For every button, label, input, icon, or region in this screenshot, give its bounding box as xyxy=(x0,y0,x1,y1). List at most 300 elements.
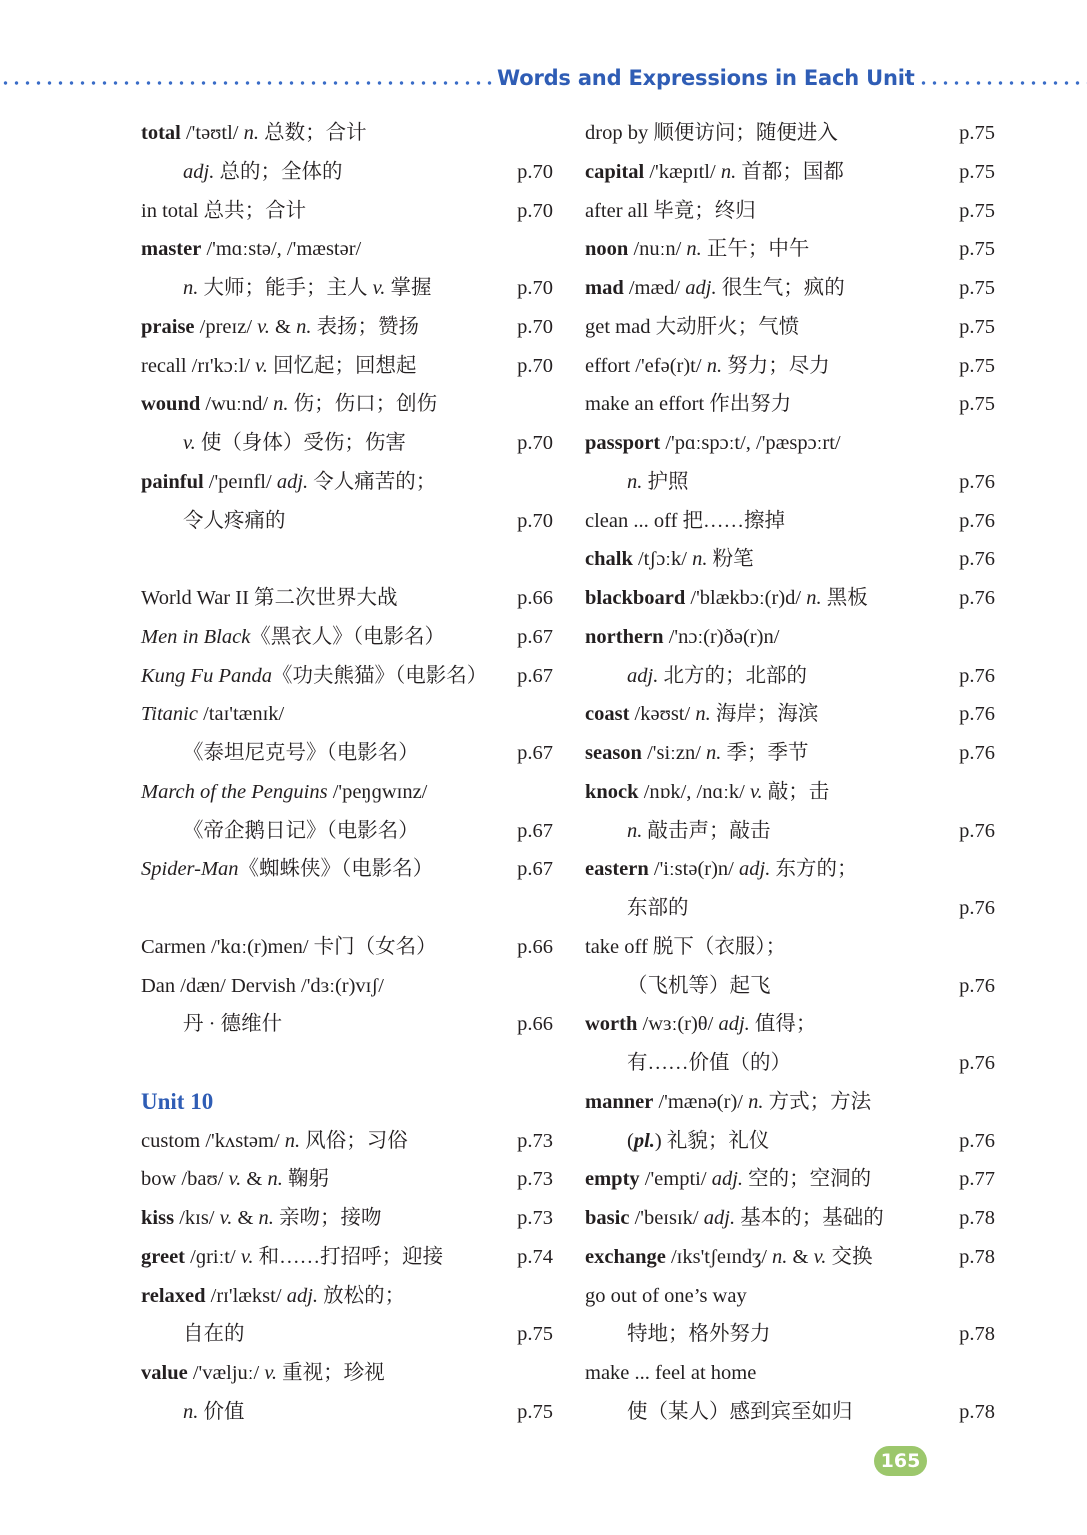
entry-fragment: 《功夫熊猫》（电影名） xyxy=(271,664,488,687)
headword: passport xyxy=(585,432,661,454)
entry-fragment: 黑板 xyxy=(821,587,868,609)
entry-text xyxy=(141,657,487,696)
entry-fragment: 风俗；习俗 xyxy=(300,1129,408,1152)
vocab-entry xyxy=(585,618,995,696)
entry-text xyxy=(585,192,756,231)
entry-fragment: & xyxy=(269,315,297,338)
entry-text xyxy=(141,1199,382,1238)
part-of-speech: Men in Black xyxy=(141,625,251,648)
entry-line xyxy=(141,850,553,889)
entry-fragment: World War II 第二次世界大战 xyxy=(141,587,398,609)
vocab-entry xyxy=(141,308,553,347)
part-of-speech: n. xyxy=(183,277,199,299)
entry-fragment: /nuːn/ xyxy=(628,238,687,261)
entry-fragment: /'pɑːspɔːt/, /'pæspɔːrt/ xyxy=(660,432,841,454)
part-of-speech: adj. xyxy=(685,277,717,299)
entry-fragment: 空的；空洞的 xyxy=(743,1168,872,1191)
right-column xyxy=(585,114,995,1432)
entry-continuation-line xyxy=(585,1315,995,1354)
entry-text xyxy=(585,928,786,967)
entry-line xyxy=(585,230,995,269)
entry-continuation-line xyxy=(585,967,995,1006)
vocab-entry xyxy=(585,308,995,347)
page-reference: p.75 xyxy=(959,277,995,299)
entry-fragment: /taɪ'tænɪk/ xyxy=(197,703,285,726)
page-reference: p.75 xyxy=(959,122,995,144)
part-of-speech: n. xyxy=(695,703,711,726)
entry-text xyxy=(141,618,445,657)
entry-text xyxy=(141,1160,329,1199)
vocab-entry xyxy=(141,192,553,231)
entry-text xyxy=(141,734,419,773)
entry-fragment: & xyxy=(787,1245,814,1268)
entry-text xyxy=(585,695,818,734)
entry-fragment: /'siːzn/ xyxy=(641,742,707,764)
page-reference: p.76 xyxy=(959,974,995,997)
entry-text xyxy=(141,1277,405,1316)
entry-fragment: 方式；方法 xyxy=(763,1090,872,1113)
entry-fragment: 努力；尽力 xyxy=(722,354,830,377)
entry-line xyxy=(141,192,553,231)
part-of-speech: n. xyxy=(692,548,708,571)
entry-continuation-line xyxy=(141,1005,553,1044)
entry-line xyxy=(585,308,995,347)
entry-fragment: 首都；国都 xyxy=(736,160,844,183)
page-reference: p.76 xyxy=(959,548,995,571)
header-dots-right xyxy=(918,80,1087,86)
entry-continuation-line xyxy=(585,1044,995,1083)
vocab-entry xyxy=(585,540,995,579)
vocab-entry xyxy=(141,1277,553,1355)
part-of-speech: n. xyxy=(706,742,722,764)
page-reference: p.77 xyxy=(959,1168,995,1191)
part-of-speech: adj. xyxy=(627,664,659,687)
entry-text xyxy=(585,385,791,424)
entry-fragment: in total 总共；合计 xyxy=(141,199,307,222)
entry-fragment: /'empti/ xyxy=(639,1168,712,1191)
entry-fragment: /'mænə(r)/ xyxy=(653,1090,749,1113)
page-reference: p.70 xyxy=(517,432,553,454)
entry-fragment: ( xyxy=(627,1129,634,1152)
entry-fragment: 护照 xyxy=(642,470,689,493)
entry-text xyxy=(141,1315,245,1354)
entry-text xyxy=(141,1122,408,1161)
page-reference: p.76 xyxy=(959,703,995,726)
entry-text xyxy=(585,463,689,502)
vocab-entry xyxy=(141,928,553,967)
part-of-speech: adj. xyxy=(703,1207,736,1229)
vocab-entry xyxy=(141,230,553,308)
part-of-speech: n. xyxy=(243,122,260,144)
entry-fragment: 使（某人）感到宾至如归 xyxy=(627,1400,853,1423)
vocab-entry xyxy=(585,1277,995,1355)
entry-text xyxy=(585,657,807,696)
entry-text xyxy=(585,230,809,269)
vocab-entry xyxy=(585,1005,995,1083)
headword: manner xyxy=(585,1090,654,1113)
page-reference: p.76 xyxy=(959,742,995,764)
entry-text xyxy=(141,269,431,308)
unit-heading: Unit 10 xyxy=(141,1088,214,1114)
entry-fragment: effort /'efə(r)t/ xyxy=(585,354,707,377)
entry-text xyxy=(141,463,436,502)
entry-fragment: /'nɔː(r)ðə(r)n/ xyxy=(663,625,780,648)
entry-line xyxy=(585,1277,995,1316)
part-of-speech: Titanic xyxy=(141,703,198,726)
entry-line xyxy=(141,1354,553,1393)
page-reference: p.70 xyxy=(517,509,553,532)
entry-fragment: /'blækbɔː(r)d/ xyxy=(685,587,807,609)
page-header-title: Words and Expressions in Each Unit xyxy=(497,66,915,90)
page-reference: p.67 xyxy=(517,664,553,687)
page-number-badge: 165 xyxy=(874,1446,927,1476)
page-reference: p.75 xyxy=(959,199,995,222)
headword: mad xyxy=(585,277,624,299)
entry-line xyxy=(585,1238,995,1277)
part-of-speech: n. xyxy=(627,470,643,493)
headword: worth xyxy=(585,1013,638,1036)
entry-fragment: get mad 大动肝火；气愤 xyxy=(585,315,800,338)
entry-fragment: （飞机等）起飞 xyxy=(627,974,771,997)
vocab-entry xyxy=(585,385,995,424)
entry-text xyxy=(141,424,406,463)
headword: kiss xyxy=(141,1207,175,1229)
page-reference: p.78 xyxy=(959,1323,995,1346)
page-reference: p.76 xyxy=(959,897,995,919)
vocab-entry xyxy=(141,463,553,541)
page-reference: p.67 xyxy=(517,819,553,842)
vocab-entry xyxy=(141,114,553,192)
vocab-entry xyxy=(141,850,553,889)
entry-line xyxy=(585,773,995,812)
entry-text xyxy=(585,1005,816,1044)
page-reference: p.76 xyxy=(959,470,995,493)
vocab-entry xyxy=(141,695,553,773)
entry-fragment: /wuːnd/ xyxy=(200,393,274,416)
vocab-entry xyxy=(585,114,995,153)
entry-continuation-line xyxy=(141,812,553,851)
entry-fragment: /ɪks'tʃeɪndʒ/ xyxy=(665,1245,773,1268)
entry-fragment: recall /rɪ'kɔːl/ xyxy=(141,354,256,377)
headword: season xyxy=(585,742,642,764)
entry-line xyxy=(585,850,995,889)
page-reference: p.78 xyxy=(959,1245,995,1268)
page-reference: p.76 xyxy=(959,819,995,842)
page-reference: p.75 xyxy=(517,1400,553,1423)
part-of-speech: n. xyxy=(720,160,737,183)
part-of-speech: n. xyxy=(267,1168,283,1191)
entry-text xyxy=(141,153,342,192)
part-of-speech: n. xyxy=(772,1245,788,1268)
entry-line xyxy=(585,347,995,386)
entry-fragment: custom /'kʌstəm/ xyxy=(141,1129,285,1152)
entry-fragment: clean ... off 把……擦掉 xyxy=(585,509,786,532)
entry-text xyxy=(585,424,841,463)
vocab-entry xyxy=(141,1238,553,1277)
page-reference: p.76 xyxy=(959,1052,995,1074)
entry-fragment: /preɪz/ xyxy=(194,315,258,338)
entry-line xyxy=(141,385,553,424)
part-of-speech: n. xyxy=(258,1207,274,1229)
entry-text xyxy=(585,1315,771,1354)
entry-fragment: & xyxy=(241,1168,268,1191)
entry-fragment: 亲吻；接吻 xyxy=(273,1207,382,1229)
entry-fragment: 海岸；海滨 xyxy=(710,703,819,726)
entry-continuation-line xyxy=(585,889,995,928)
section-spacer xyxy=(141,1044,553,1083)
entry-fragment: 季；季节 xyxy=(721,742,809,764)
entry-line xyxy=(585,114,995,153)
entry-line xyxy=(141,579,553,618)
entry-line xyxy=(141,618,553,657)
vocab-entry xyxy=(141,579,553,618)
entry-continuation-line xyxy=(141,153,553,192)
page-reference: p.70 xyxy=(517,199,553,222)
entry-text xyxy=(141,967,384,1006)
entry-fragment: /'kæpɪtl/ xyxy=(644,160,721,183)
entry-text xyxy=(141,1238,443,1277)
entry-text xyxy=(141,1005,282,1044)
entry-text xyxy=(585,850,857,889)
vocab-entry xyxy=(585,695,995,734)
entry-line xyxy=(585,579,995,618)
headword: eastern xyxy=(585,858,649,881)
headword: noon xyxy=(585,238,629,261)
entry-text xyxy=(141,1393,245,1432)
part-of-speech: adj. xyxy=(286,1284,319,1307)
vocab-entry xyxy=(585,928,995,1006)
entry-continuation-line xyxy=(141,1393,553,1432)
entry-text xyxy=(585,269,845,308)
part-of-speech: Kung Fu Panda xyxy=(141,664,272,687)
entry-text xyxy=(585,153,844,192)
entry-fragment: Dan /dæn/ Dervish /'dɜː(r)vɪʃ/ xyxy=(141,974,384,997)
page-reference: p.67 xyxy=(517,625,553,648)
entry-line xyxy=(585,618,995,657)
header-dots-left xyxy=(0,80,492,86)
entry-fragment: /kəʊst/ xyxy=(629,703,696,726)
entry-text xyxy=(585,1238,872,1277)
vocab-entry xyxy=(141,347,553,386)
headword: greet xyxy=(141,1245,186,1268)
vocab-entry xyxy=(141,967,553,1045)
part-of-speech: n. xyxy=(296,315,312,338)
entry-fragment: 《帝企鹅日记》（电影名） xyxy=(183,819,419,842)
entry-fragment: 特地；格外努力 xyxy=(627,1323,771,1346)
entry-fragment: after all 毕竟；终归 xyxy=(585,199,756,222)
entry-line xyxy=(585,1160,995,1199)
entry-line xyxy=(141,230,553,269)
page-reference: p.78 xyxy=(959,1400,995,1423)
part-of-speech: adj. xyxy=(718,1013,750,1036)
entry-line xyxy=(141,114,553,153)
entry-text xyxy=(141,695,284,734)
entry-fragment: 鞠躬 xyxy=(282,1168,329,1191)
entry-fragment: /kɪs/ xyxy=(174,1207,220,1229)
page-reference: p.66 xyxy=(517,1013,553,1036)
entry-line xyxy=(141,967,553,1006)
entry-fragment: ) 礼貌；礼仪 xyxy=(654,1129,770,1152)
entry-continuation-line xyxy=(585,812,995,851)
page-reference: p.67 xyxy=(517,858,553,881)
part-of-speech: adj. xyxy=(276,470,309,493)
entry-fragment: 价值 xyxy=(198,1400,245,1423)
vocab-entry xyxy=(585,347,995,386)
part-of-speech: v. xyxy=(240,1245,254,1268)
headword: capital xyxy=(585,160,645,183)
entry-text xyxy=(585,1277,747,1316)
headword: master xyxy=(141,238,202,261)
vocab-entry xyxy=(585,1238,995,1277)
page-reference: p.78 xyxy=(959,1207,995,1229)
entry-line xyxy=(141,1160,553,1199)
page-reference: p.73 xyxy=(517,1129,553,1152)
part-of-speech: n. xyxy=(806,587,822,609)
entry-line xyxy=(585,502,995,541)
entry-line xyxy=(141,928,553,967)
vocab-entry xyxy=(141,1122,553,1161)
entry-fragment: 北方的；北部的 xyxy=(658,664,807,687)
headword: value xyxy=(141,1362,188,1384)
entry-fragment: /tʃɔːk/ xyxy=(632,548,693,571)
entry-text xyxy=(585,1122,769,1161)
entry-text xyxy=(585,734,809,773)
entry-fragment: /'væljuː/ xyxy=(187,1362,265,1384)
entry-fragment: 令人疼痛的 xyxy=(183,509,286,532)
section-spacer xyxy=(141,889,553,928)
page-reference: p.75 xyxy=(517,1323,553,1346)
entry-text xyxy=(141,579,398,618)
vocab-entry xyxy=(585,1354,995,1432)
entry-continuation-line xyxy=(141,734,553,773)
vocab-entry xyxy=(141,773,553,851)
entry-text xyxy=(585,1199,884,1238)
part-of-speech: v. xyxy=(219,1207,233,1229)
entry-text xyxy=(141,850,433,889)
entry-line xyxy=(141,773,553,812)
vocab-entry xyxy=(585,424,995,502)
entry-line xyxy=(141,1199,553,1238)
entry-line xyxy=(585,385,995,424)
page-reference: p.73 xyxy=(517,1207,553,1229)
entry-fragment: 粉笔 xyxy=(707,548,754,571)
part-of-speech: March of the Penguins xyxy=(141,780,328,803)
headword: painful xyxy=(141,470,204,493)
entry-fragment: 表扬；赞扬 xyxy=(311,315,420,338)
vocab-entry xyxy=(585,1160,995,1199)
entry-text xyxy=(585,773,829,812)
page-reference: p.67 xyxy=(517,742,553,764)
entry-text xyxy=(141,502,286,541)
entry-fragment: /'peɪnfl/ xyxy=(203,470,277,493)
grammar-note: pl. xyxy=(633,1129,655,1152)
page-reference: p.70 xyxy=(517,160,553,183)
vocab-entry xyxy=(585,579,995,618)
entry-line xyxy=(585,734,995,773)
vocab-entry xyxy=(141,657,553,696)
entry-fragment: bow /baʊ/ xyxy=(141,1168,229,1191)
entry-text xyxy=(141,385,437,424)
entry-fragment: 《泰坦尼克号》（电影名） xyxy=(183,742,419,764)
entry-fragment: /'iːstə(r)n/ xyxy=(648,858,739,881)
page-reference: p.76 xyxy=(959,664,995,687)
vocab-entry xyxy=(141,385,553,463)
entry-text xyxy=(141,114,367,153)
entry-fragment: 正午；中午 xyxy=(701,238,810,261)
headword: chalk xyxy=(585,548,633,571)
entry-text xyxy=(141,928,437,967)
entry-fragment: 值得； xyxy=(749,1013,817,1036)
entry-fragment: 总数；合计 xyxy=(259,122,367,144)
page-reference: p.76 xyxy=(959,1129,995,1152)
entry-fragment: 使（身体）受伤；伤害 xyxy=(195,432,406,454)
entry-text xyxy=(585,1393,853,1432)
part-of-speech: v. xyxy=(183,432,196,454)
vocab-entry xyxy=(585,773,995,851)
entry-fragment: 总的；全体的 xyxy=(214,160,343,183)
entry-line xyxy=(585,192,995,231)
entry-fragment: /'təʊtl/ xyxy=(180,122,244,144)
entry-fragment: /'mɑːstə/, /'mæstər/ xyxy=(201,238,362,261)
entry-text xyxy=(585,579,868,618)
entry-continuation-line xyxy=(585,1122,995,1161)
part-of-speech: v. xyxy=(228,1168,242,1191)
entry-line xyxy=(141,463,553,502)
part-of-speech: v. xyxy=(255,354,268,377)
entry-fragment: /wɜː(r)θ/ xyxy=(637,1013,719,1036)
entry-fragment: 东方的； xyxy=(770,858,858,881)
headword: empty xyxy=(585,1168,640,1191)
vocab-entry xyxy=(141,1199,553,1238)
headword: basic xyxy=(585,1207,630,1229)
page-reference: p.75 xyxy=(959,393,995,416)
entry-fragment: 敲；击 xyxy=(762,780,830,803)
part-of-speech: Spider-Man xyxy=(141,858,239,881)
entry-text xyxy=(141,347,416,386)
entry-text xyxy=(141,308,419,347)
entry-fragment: drop by 顺便访问；随便进入 xyxy=(585,122,838,144)
entry-line xyxy=(585,928,995,967)
part-of-speech: n. xyxy=(284,1129,301,1152)
entry-text xyxy=(585,1083,871,1122)
page-reference: p.70 xyxy=(517,277,553,299)
entry-fragment: 有……价值（的） xyxy=(627,1052,791,1074)
vocab-entry xyxy=(585,502,995,541)
part-of-speech: v. xyxy=(749,780,763,803)
entry-fragment: /'beɪsɪk/ xyxy=(629,1207,704,1229)
entry-fragment: go out of one’s way xyxy=(585,1284,747,1307)
vocab-entry xyxy=(585,850,995,928)
vocab-entry xyxy=(585,230,995,269)
part-of-speech: n. xyxy=(273,393,289,416)
entry-text xyxy=(585,347,830,386)
part-of-speech: adj. xyxy=(739,858,771,881)
entry-fragment: 放松的； xyxy=(318,1284,406,1307)
part-of-speech: v. xyxy=(264,1362,278,1384)
entry-line xyxy=(141,1238,553,1277)
headword: coast xyxy=(585,703,630,726)
entry-fragment: make ... feel at home xyxy=(585,1362,757,1384)
entry-fragment: take off 脱下（衣服）； xyxy=(585,935,787,958)
entry-continuation-line xyxy=(141,424,553,463)
entry-fragment: 交换 xyxy=(826,1245,873,1268)
entry-line xyxy=(585,269,995,308)
entry-line xyxy=(585,695,995,734)
entry-text xyxy=(585,114,838,153)
entry-line xyxy=(141,347,553,386)
entry-line xyxy=(585,1083,995,1122)
page-reference: p.76 xyxy=(959,587,995,609)
